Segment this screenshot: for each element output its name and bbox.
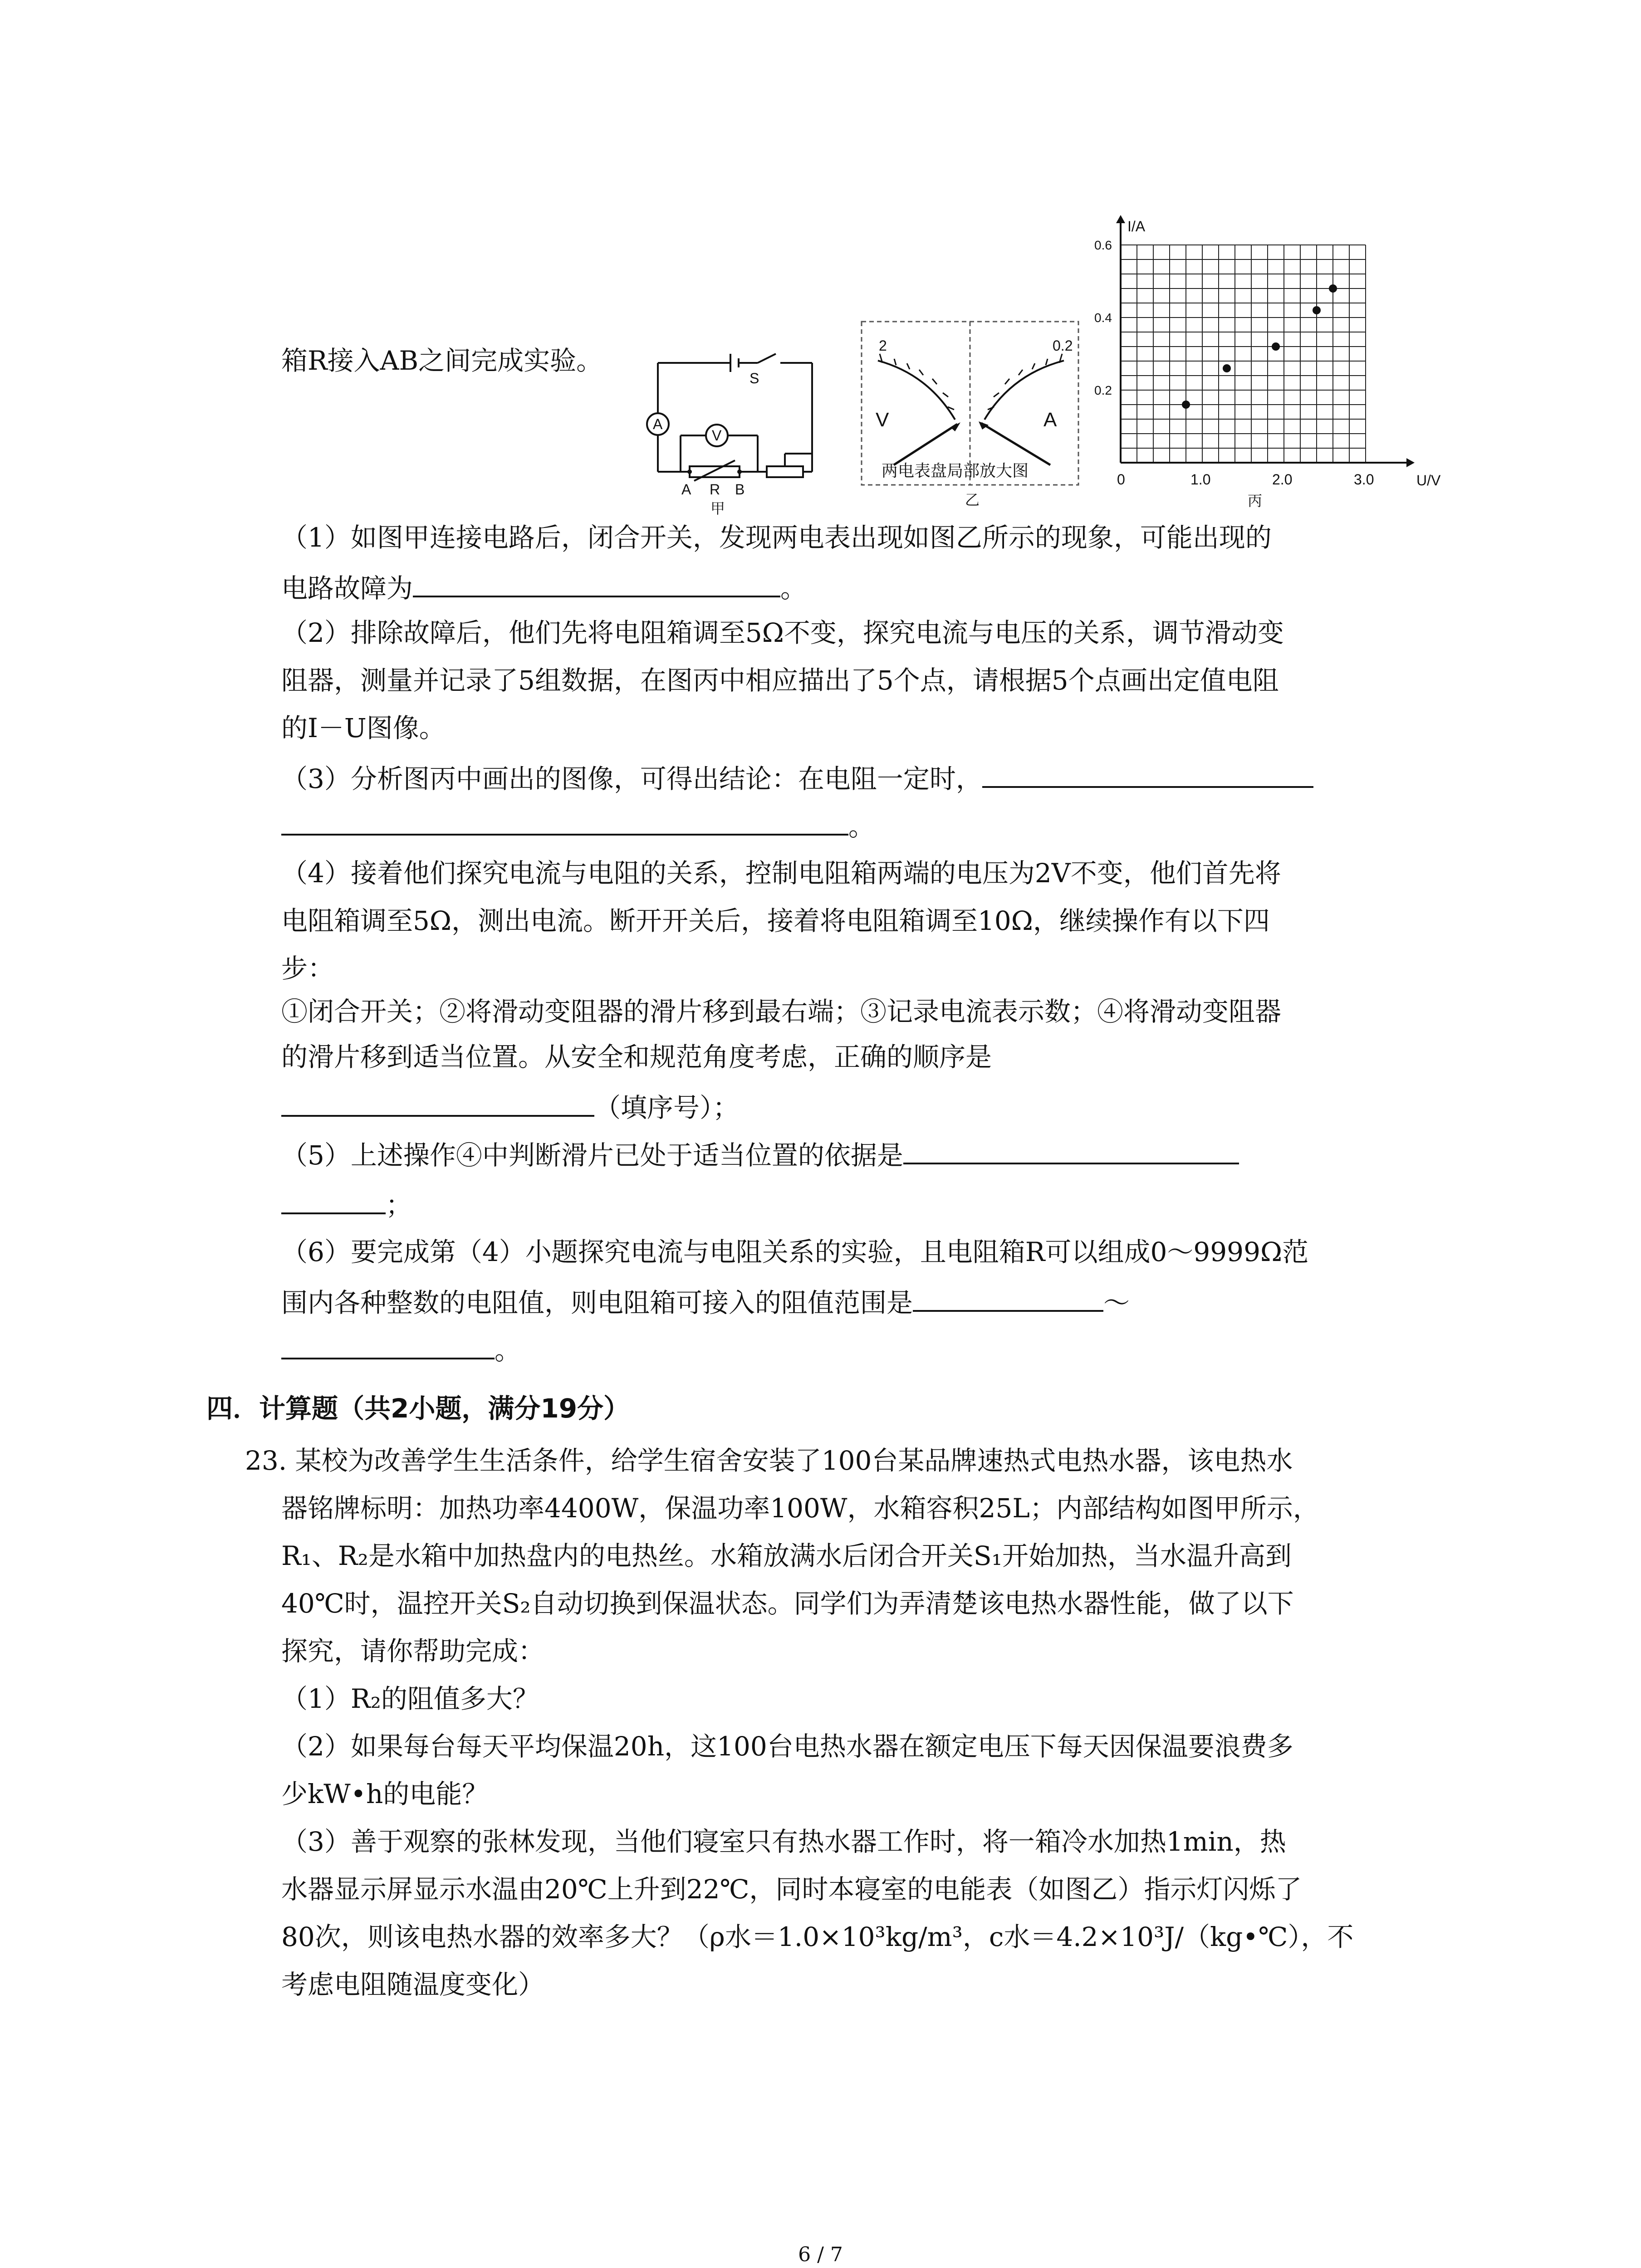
y-tick-label: 0.4 <box>1094 311 1112 325</box>
x-tick-label: 0 <box>1117 471 1125 488</box>
q23-sub2-line1: （2）如果每台每天平均保温20h，这100台电热水器在额定电压下每天因保温要浪费多 <box>281 1731 1293 1762</box>
q23-line4: 40℃时，温控开关S₂自动切换到保温状态。同学们为弄清楚该电热水器性能，做了以下 <box>281 1588 1294 1619</box>
data-point <box>1313 306 1321 314</box>
intro-fragment: 箱R接入AB之间完成实验。 <box>281 345 603 376</box>
q22-part2-line3: 的I－U图像。 <box>281 713 446 743</box>
chart-grid <box>1121 245 1366 463</box>
left-meter-letter: V <box>876 409 889 431</box>
q23-line1: 23. 某校为改善学生生活条件，给学生宿舍安装了100台某品牌速热式电热水器，该电热水 <box>245 1445 1293 1476</box>
q22-part3-line2 <box>281 807 875 842</box>
q22-part1-line1: （1）如图甲连接电路后，闭合开关，发现两电表出现如图乙所示的现象，可能出现的 <box>281 522 1272 553</box>
ammeter-label: A <box>653 416 663 432</box>
switch-label: S <box>749 370 759 386</box>
q22-part4-line1: （4）接着他们探究电流与电阻的关系，控制电阻箱两端的电压为2V不变，他们首先将 <box>281 858 1281 889</box>
q23-line5: 探究，请你帮助完成： <box>281 1636 545 1667</box>
q23-sub3-line4: 考虑电阻随温度变化） <box>281 1969 545 2000</box>
meters-panel-caption: 两电表盘局部放大图 <box>882 461 1029 480</box>
y-axis-label: I/A <box>1127 218 1146 235</box>
q23-line3: R₁、R₂是水箱中加热盘内的电热丝。水箱放满水后闭合开关S₁开始加热，当水温升高到 <box>281 1540 1292 1571</box>
q22-part4-line3: 步： <box>281 953 334 984</box>
y-axis-arrow <box>1116 215 1125 223</box>
q22-part5-blank-a[interactable] <box>903 1136 1239 1164</box>
q22-part6-blank-max[interactable] <box>281 1331 495 1359</box>
q22-part1-blank[interactable] <box>413 569 780 597</box>
q22-part5-prompt: （5）上述操作④中判断滑片已处于适当位置的依据是 <box>281 1140 903 1171</box>
figure-jia-circuit <box>631 345 830 517</box>
q22-part1-end: 。 <box>780 573 807 604</box>
q22-part6-blank-min[interactable] <box>913 1284 1103 1312</box>
q22-part3-blank-b[interactable] <box>281 807 848 836</box>
q22-part2-line2: 阻器，测量并记录了5组数据，在图丙中相应描出了5个点，请根据5个点画出定值电阻 <box>281 665 1279 696</box>
q23-line2: 器铭牌标明：加热功率4400W，保温功率100W，水箱容积25L；内部结构如图甲所示， <box>281 1493 1319 1524</box>
q23-sub3-line2: 水器显示屏显示水温由20℃上升到22℃，同时本寝室的电能表（如图乙）指示灯闪烁了 <box>281 1874 1302 1905</box>
q23-sub1: （1）R₂的阻值多大？ <box>281 1683 539 1714</box>
right-meter-letter: A <box>1043 409 1057 431</box>
figure-yi-meters <box>860 320 1087 508</box>
q22-part3-blank-a[interactable] <box>982 760 1313 788</box>
q22-part4-line4: ①闭合开关；②将滑动变阻器的滑片移到最右端；③记录电流表示数；④将滑动变阻器 <box>281 996 1282 1027</box>
q22-part6-prompt: 围内各种整数的电阻值，则电阻箱可接入的阻值范围是 <box>281 1287 913 1318</box>
q22-part2-line1: （2）排除故障后，他们先将电阻箱调至5Ω不变，探究电流与电压的关系，调节滑动变 <box>281 617 1284 648</box>
q22-part1-line2 <box>281 569 807 604</box>
q22-part5-end: ； <box>386 1190 412 1221</box>
q22-part4-blank[interactable] <box>281 1089 594 1117</box>
data-point <box>1329 284 1337 293</box>
left-meter-tick: 2 <box>879 337 887 354</box>
figure-bing-iu-graph <box>1093 213 1443 522</box>
q23-sub2-line2: 少kW•h的电能？ <box>281 1779 489 1809</box>
q22-part4-end: （填序号）； <box>594 1092 740 1123</box>
x-tick-label: 2.0 <box>1272 471 1293 488</box>
q23-sub3-line1: （3）善于观察的张林发现，当他们寝室只有热水器工作时，将一箱冷水加热1min，热 <box>281 1826 1286 1857</box>
terminal-a-label: A <box>681 481 691 498</box>
q22-part3-prompt: （3）分析图丙中画出的图像，可得出结论：在电阻一定时， <box>281 763 982 794</box>
terminal-b-label: B <box>735 481 745 498</box>
data-point <box>1182 401 1190 409</box>
data-point <box>1272 342 1280 351</box>
q22-part5-line1 <box>281 1136 1239 1171</box>
figure-jia-caption: 甲 <box>710 500 725 517</box>
section4-title: 四．计算题（共2小题，满分19分） <box>206 1393 630 1424</box>
voltmeter-label: V <box>712 427 722 444</box>
q22-part6-end: 。 <box>495 1335 521 1366</box>
figure-yi-caption: 乙 <box>965 492 980 508</box>
x-axis-arrow <box>1406 458 1415 467</box>
right-meter-tick: 0.2 <box>1053 337 1073 354</box>
data-point <box>1223 364 1231 372</box>
y-tick-label: 0.2 <box>1094 383 1112 397</box>
q22-part5-line2 <box>281 1186 412 1221</box>
q22-part6-line3 <box>281 1331 521 1366</box>
q22-part4-line6 <box>281 1089 739 1124</box>
resistor-r-label: R <box>710 481 720 498</box>
q22-part4-line2: 电阻箱调至5Ω，测出电流。断开开关后，接着将电阻箱调至10Ω，继续操作有以下四 <box>281 905 1270 936</box>
x-tick-label: 3.0 <box>1354 471 1374 488</box>
q22-part6-line1: （6）要完成第（4）小题探究电流与电阻关系的实验，且电阻箱R可以组成0～9999Ω范 <box>281 1237 1309 1267</box>
q22-part1-prompt: 电路故障为 <box>281 573 413 604</box>
q22-part5-blank-b[interactable] <box>281 1186 386 1214</box>
x-tick-label: 1.0 <box>1190 471 1211 488</box>
x-axis-label: U/V <box>1416 472 1441 489</box>
q22-part4-line5: 的滑片移到适当位置。从安全和规范角度考虑，正确的顺序是 <box>281 1041 992 1072</box>
page-number: 6 / 7 <box>798 2243 843 2266</box>
q22-part3-end: 。 <box>848 811 875 842</box>
q22-part6-line2 <box>281 1284 1130 1319</box>
q23-sub3-line3: 80次，则该电热水器的效率多大？（ρ水＝1.0×10³kg/m³，c水＝4.2×10³J/（kg•℃），不 <box>281 1921 1354 1952</box>
figure-bing-caption: 丙 <box>1248 493 1263 509</box>
q22-part6-tilde: ～ <box>1103 1287 1130 1318</box>
q22-part3-line1 <box>281 760 1313 795</box>
y-tick-label: 0.6 <box>1094 238 1112 252</box>
